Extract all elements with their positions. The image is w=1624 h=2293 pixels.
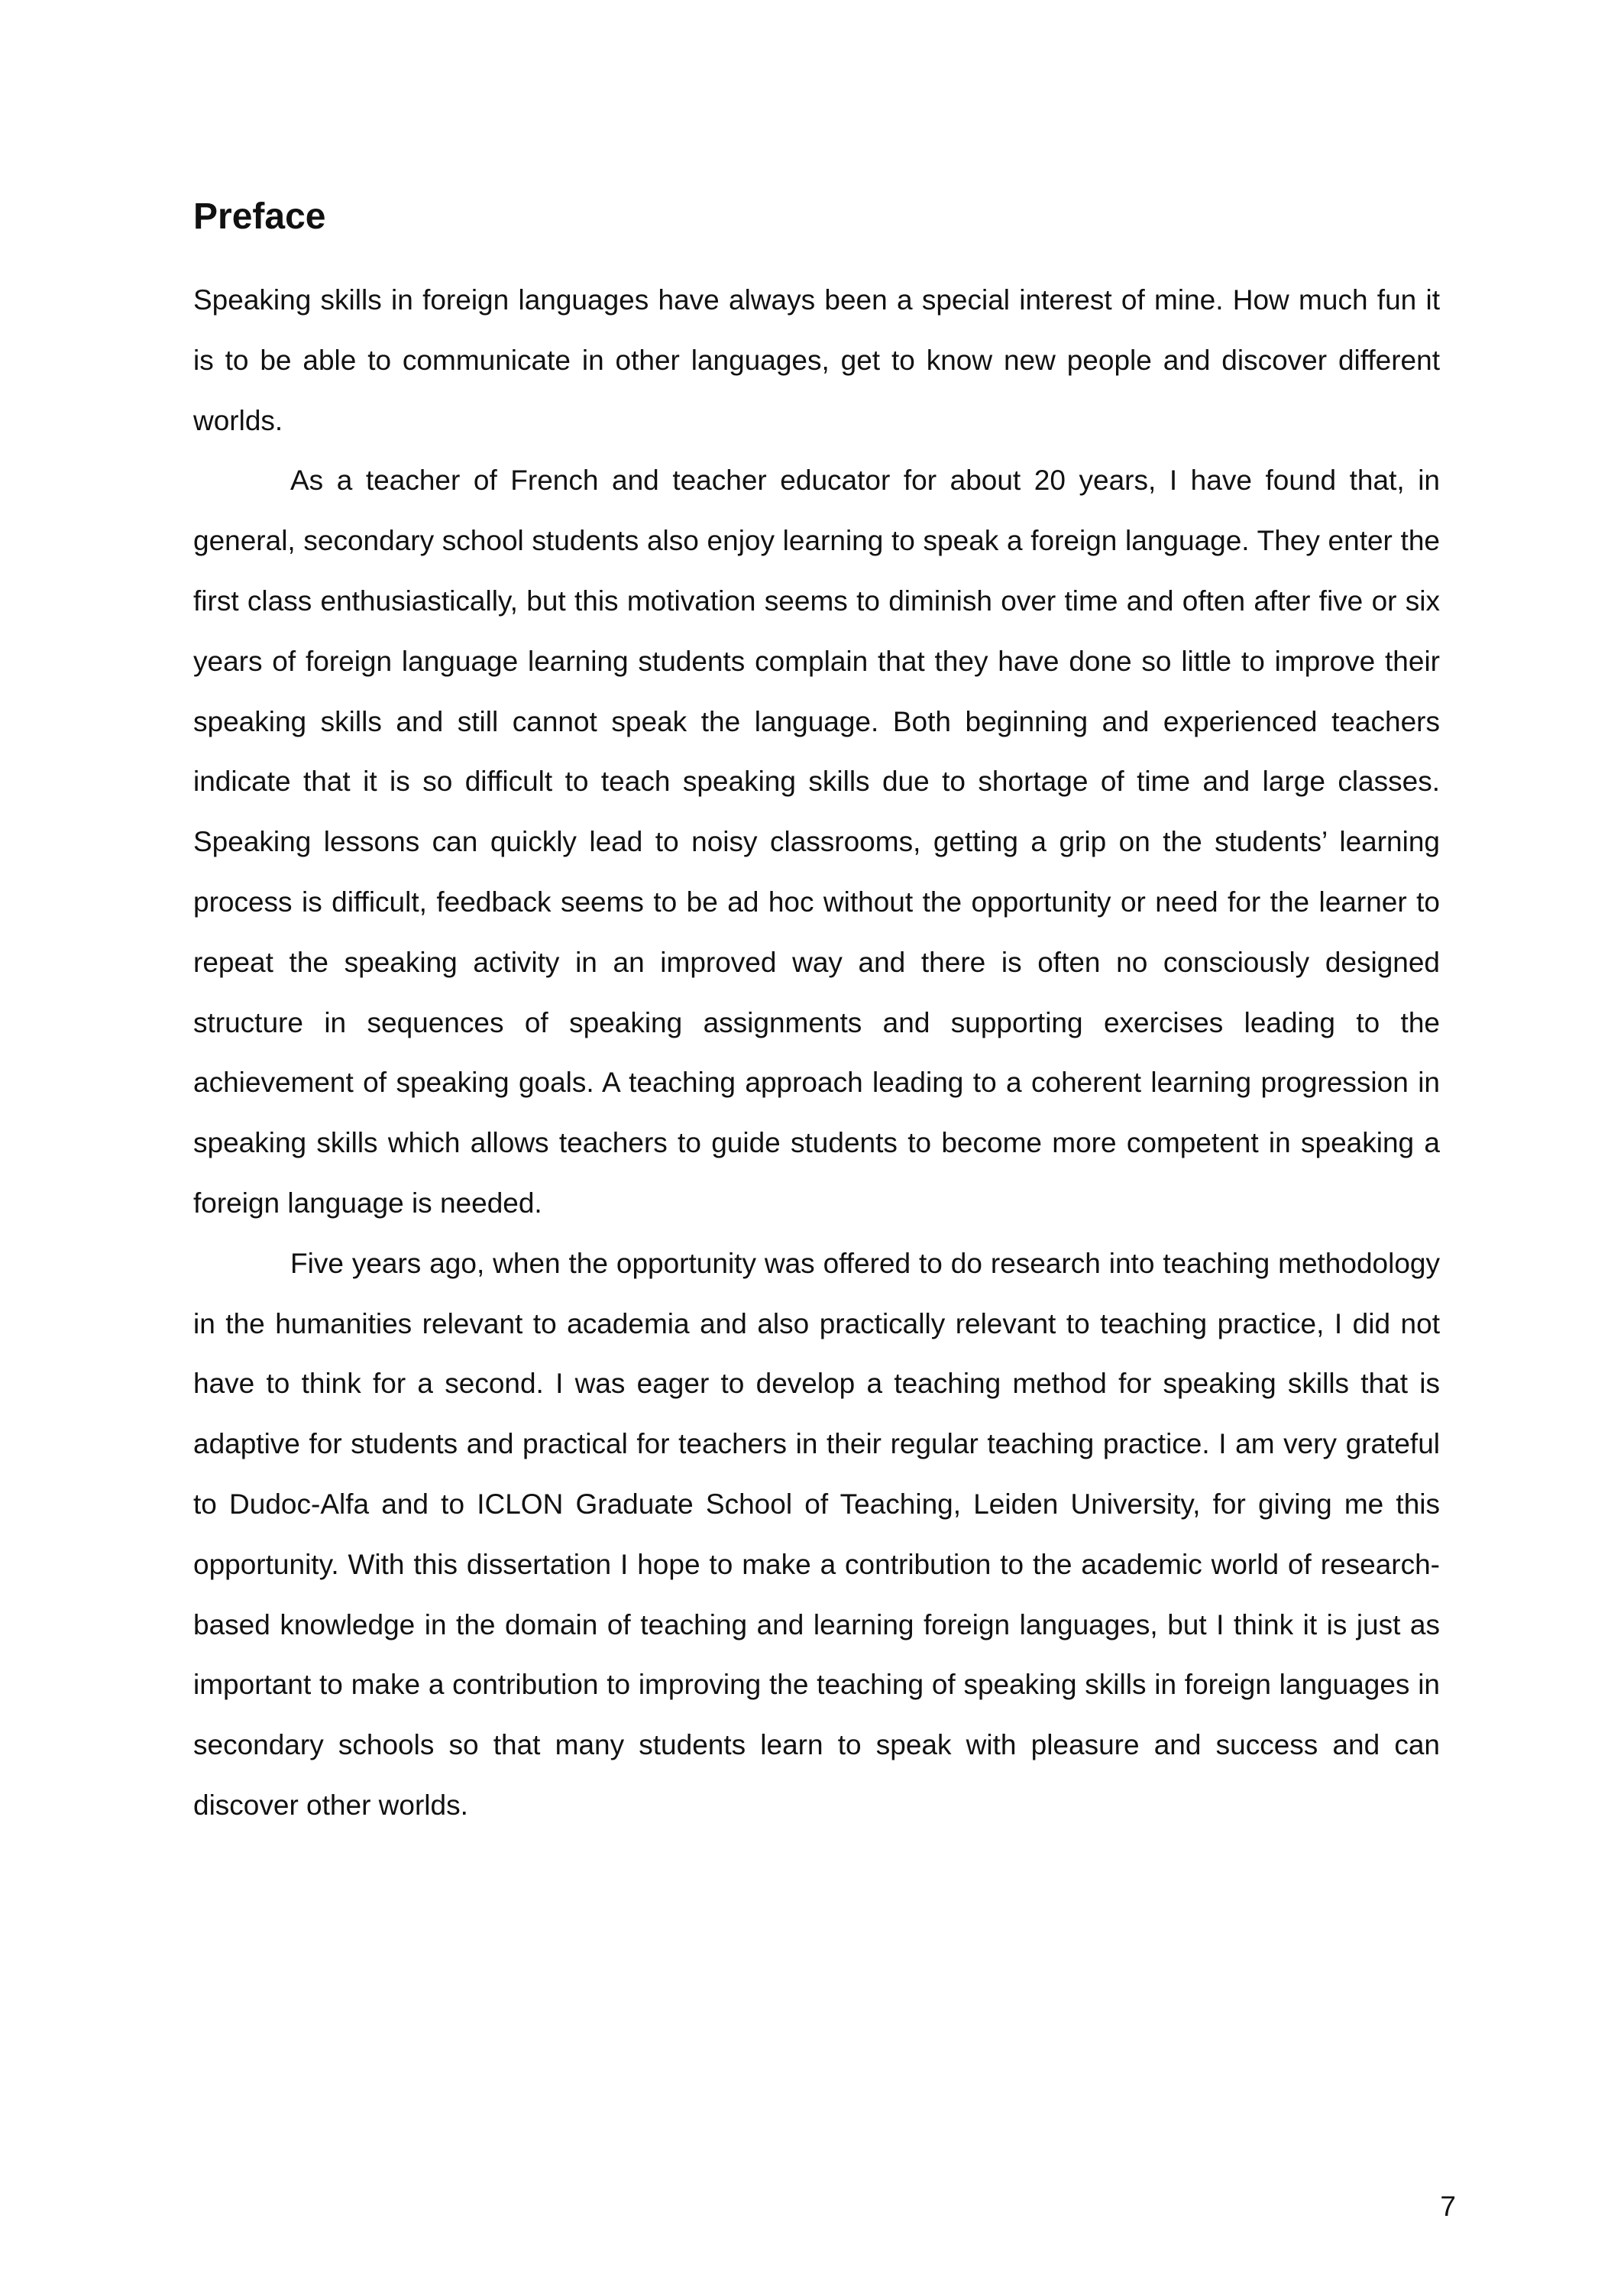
page-number: 7 — [1440, 2191, 1456, 2222]
paragraph-2: As a teacher of French and teacher educator for about 20 years, I have found that, in general, secondary school students also enjoy learning to speak a foreign language. They enter the first class enthusiastically, but this motivation seems to diminish over time and often after five or six years of foreign language learning students complain that they have done so little to improve their speaking skills and still cannot speak the language. Both beginning and experienced teachers indicate that it is so difficult to teach speaking skills due to shortage of time and large classes. Speaking lessons can quickly lead to noisy classrooms, getting a grip on the students’ learning process is difficult, feedback seems to be ad hoc without the opportunity or need for the learner to repeat the speaking activity in an improved way and there is often no consciously designed structure in sequences of speaking assignments and supporting exercises leading to the achievement of speaking goals. A teaching approach leading to a coherent learning progression in speaking skills which allows teachers to guide students to become more competent in speaking a foreign language is needed. — [193, 465, 1440, 1219]
paragraph-3: Five years ago, when the opportunity was offered to do research into teaching methodology in the humanities relevant to academia and also practically relevant to teaching practice, I did not have to think for a second. I was eager to develop a teaching method for speaking skills that is adaptive for students and practical for teachers in their regular teaching practice. I am very grateful to Dudoc-Alfa and to ICLON Graduate School of Teaching, Leiden University, for giving me this opportunity. With this dissertation I hope to make a contribution to the academic world of research-based knowledge in the domain of teaching and learning foreign languages, but I think it is just as important to make a contribution to improving the teaching of speaking skills in foreign languages in secondary schools so that many students learn to speak with pleasure and success and can discover other worlds. — [193, 1247, 1440, 1821]
paragraph-1: Speaking skills in foreign languages have always been a special interest of mine. How much fun it is to be able to communicate in other languages, get to know new people and discover different worlds. — [193, 284, 1440, 436]
page-body — [193, 194, 1440, 1836]
section-heading: Preface — [193, 196, 326, 237]
